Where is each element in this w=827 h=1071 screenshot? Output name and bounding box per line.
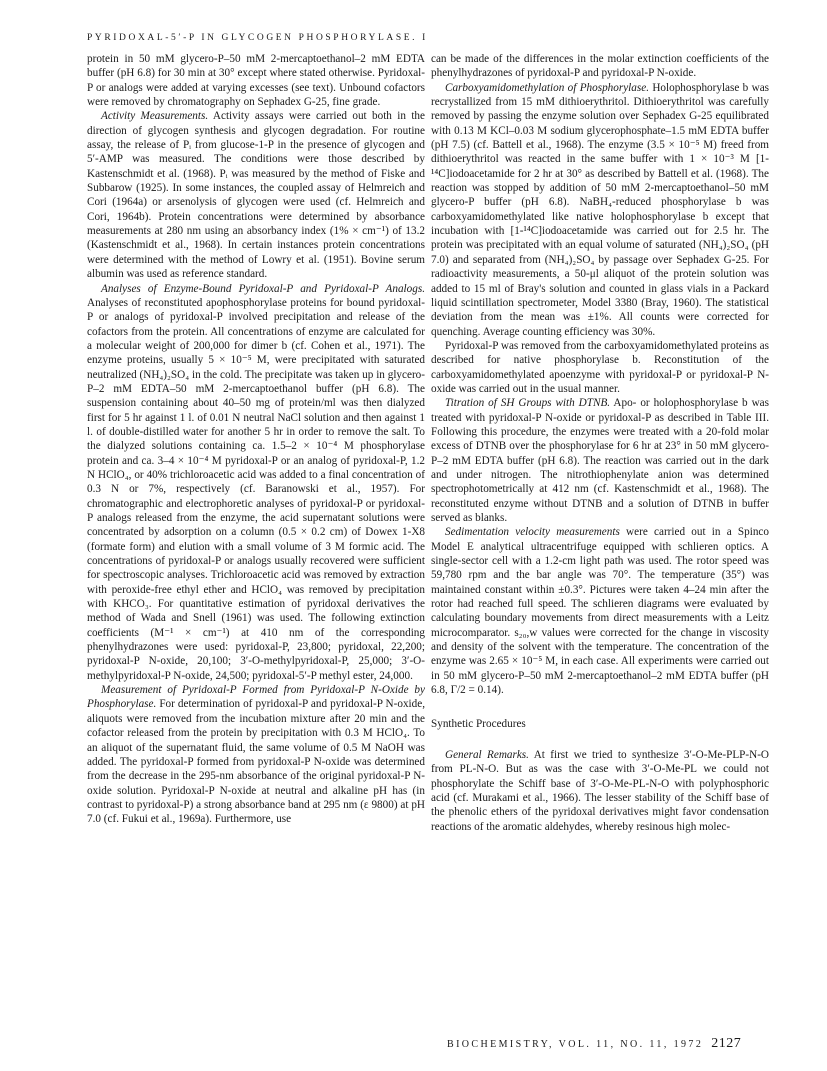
run-in-heading: Sedimentation velocity measurements xyxy=(445,526,620,539)
right-column xyxy=(431,52,769,834)
paragraph: Sedimentation velocity measurements were carried out in a Spinco Model E analytical ultracentrifuge equipped with schlieren optics. A single-sector cell with a 1.2-cm light path was used. The rotor speed was 59,780 rpm and the bar angle was 70°. The temperature (35°) was maintained constant within ±0.3°. Pictures were taken 4–24 min after the rotor had reached full speed. The schlieren diagrams were evaluated by calculating boundary movements from direct measurements with a Leitz microcomparator. s₂₀,w values were corrected for the change in viscosity and density of the solvent with the temperature. The concentration of the enzyme was 2.65 × 10⁻⁵ M, in each case. All experiments were carried out in 50 mM glycero-P–50 mM 2-mercaptoethanol–2 mM EDTA buffer (pH 6.8, Γ/2 = 0.14). xyxy=(431,526,769,697)
run-in-heading: Measurement of Pyridoxal-P Formed from Pyridoxal-P N-Oxide by Phosphorylase. xyxy=(87,684,425,711)
paragraph: protein in 50 mM glycero-P–50 mM 2-mercaptoethanol–2 mM EDTA buffer (pH 6.8) for 30 min at 30° except where stated otherwise. Pyridoxal-P or analogs were added at varying excesses (see text). Unbound cofactors were removed by chromatography on Sephadex G-25, fine grade. xyxy=(87,53,425,109)
paragraph: Pyridoxal-P was removed from the carboxyamidomethylated proteins as described for native phosphorylase b. Reconstitution of the carboxyamidomethylated apoenzyme with pyridoxal-P or pyridoxal-P N-oxide was carried out in the usual manner. xyxy=(431,339,769,395)
page-footer xyxy=(447,1036,741,1052)
section-heading: Synthetic Procedures xyxy=(431,718,526,731)
paragraph: Activity Measurements. Activity assays were carried out both in the direction of glycogen synthesis and glycogen degradation. For routine assay, the release of Pᵢ from glucose-1-P in the presence of glycogen and 5′-AMP was measured. The conditions were those described by Kastenschmidt et al. (1968). Pᵢ was measured by the method of Fiske and Subbarow (1925). In some instances, the coupled assay of Helmreich and Cori (1964a) or arsenolysis of glycogen were used (cf. Helmreich and Cori, 1964b). Protein concentrations were determined by absorbance measurements at 280 nm using an absorbancy index (1% × cm⁻¹) of 13.2 (Kastenschmidt et al., 1968). In certain instances protein concentrations were determined with the method of Lowry et al. (1951). Bovine serum albumin was used as reference standard. xyxy=(87,110,425,281)
page-number: 2127 xyxy=(711,1036,742,1051)
paragraph: Carboxyamidomethylation of Phosphorylase. Holophosphorylase b was recrystallized from 15 mM dithioerythritol. Dithioerythritol was carefully removed by passing the enzyme solution over Sephadex G-25 equilibrated with 0.13 M KCl–0.03 M sodium glycerophosphate–1.5 mM EDTA buffer (pH 7.5) (cf. Battell et al., 1968). The enzyme (3.5 × 10⁻⁵ M) freed from dithioerythritol was reacted in the same buffer with 1 × 10⁻³ M [1-¹⁴C]iodoacetamide for 2 hr at 30° as described by Battell et al. (1968). The reaction was stopped by addition of 50 mM 2-mercaptoethanol–50 mM glycero-P buffer (pH 6.8). NaBH₄-reduced phosphorylase b was carboxyamidomethylated like native holophosphorylase b except that incubation with [1-¹⁴C]iodoacetamide was carried out for 2.5 hr. The protein was precipitated with an equal volume of saturated (NH₄)₂SO₄ (pH 7.0) and separated from (NH₄)₂SO₄ by passage over Sephadex G-25. For radioactivity measurements, a 50-μl aliquot of the protein solution was added to 15 ml of Bray's solution and counted in glass vials in a Packard liquid scintillation spectrometer, Model 3380 (Bray, 1960). The statistical deviation from the mean was ±1%. All counts were corrected for quenching. Average counting efficiency was 30%. xyxy=(431,81,770,338)
run-in-heading: Carboxyamidomethylation of Phosphorylase. xyxy=(445,81,649,94)
left-column xyxy=(87,52,425,827)
paragraph: Measurement of Pyridoxal-P Formed from Pyridoxal-P N-Oxide by Phosphorylase. For determination of pyridoxal-P and pyridoxal-P N-oxide, aliquots were removed from the incubation mixture after 20 min and the cofactor released from the protein by precipitation with 0.3 M HClO₄. To an aliquot of the supernatant fluid, the same volume of 0.5 M NaOH was added. The pyridoxal-P formed from pyridoxal-P N-oxide was determined from the decrease in the 295-nm absorbance of the original pyridoxal-P N-oxide solution. Pyridoxal-P N-oxide at neutral and alkaline pH has (in contrast to pyridoxal-P) a strong absorbance band at 295 nm (ε 9800) at pH 7.0 (cf. Fukui et al., 1969a). Furthermore, use xyxy=(87,684,425,826)
running-head: PYRIDOXAL-5′-P IN GLYCOGEN PHOSPHORYLASE. I xyxy=(87,33,428,43)
run-in-heading: Analyses of Enzyme-Bound Pyridoxal-P and Pyridoxal-P Analogs. xyxy=(101,282,425,295)
paragraph: Analyses of Enzyme-Bound Pyridoxal-P and Pyridoxal-P Analogs. Analyses of reconstituted apophosphorylase proteins for bound pyridoxal-P or analogs of pyridoxal-P involved precipitation and release of the cofactors from the protein. All concentrations of enzyme are calculated for a molecular weight of 200,000 for dimer b (cf. Cohen et al., 1971). The enzyme proteins, usually 5 × 10⁻⁵ M, were precipitated with saturated neutralized (NH₄)₂SO₄ in the cold. The precipitate was taken up in glycero-P–2 mM EDTA–50 mM 2-mercaptoethanol buffer (pH 6.8). The suspension containing about 40–50 mg of protein/ml was then dialyzed first for 5 hr against 1 l. of 0.01 N neutral NaCl solution and then against 1 l. of double-distilled water for another 5 hr in order to remove the salt. To the dialyzed solutions containing ca. 1.5–2 × 10⁻⁴ M phosphorylase protein and ca. 3–4 × 10⁻⁴ M pyridoxal-P or an analog of pyridoxal-P, 1.2 N HClO₄, or 40% trichloroacetic acid was added to a final concentration of 0.3 N or 7%, respectively (cf. Baranowski et al., 1957). For chromatographic and electrophoretic analyses of pyridoxal-P or pyridoxal-P analogs released from the enzyme, the acid supernatant solutions were concentrated by adsorption on a column (0.5 × 0.2 cm) of Dowex 1-X8 (formate form) and elution with a small volume of 3 M formic acid. The concentrations of pyridoxal-P or analogs usually recovered were sufficient for spectroscopic analyses. Trichloroacetic acid was removed by extraction with peroxide-free ethyl ether and HClO₄ was removed by precipitation with KHCO₃. For quantitative estimation of pyridoxal derivatives the method of Wada and Snell (1961) was used. The following extinction coefficients (M⁻¹ × cm⁻¹) at 410 nm of the corresponding phenylhydrazones were used: pyridoxal-P, 23,800; pyridoxal, 22,200; pyridoxal-P N-oxide, 20,100; 3′-O-methylpyridoxal-P, 25,000; 3′-O-methylpyridoxal-P N-oxide, 24,500; pyridoxal-5′-P methyl ester, 24,000. xyxy=(87,282,425,682)
run-in-heading: General Remarks. xyxy=(445,748,529,761)
journal-citation: BIOCHEMISTRY, VOL. 11, NO. 11, 1972 xyxy=(447,1039,704,1050)
paragraph: General Remarks. At first we tried to synthesize 3′-O-Me-PLP-N-O from PL-N-O. But as was the case with 3′-O-Me-PL we could not phosphorylate the Schiff base of 3′-O-Me-PL-N-O with polyphosphoric acid (cf. Murakami et al., 1966). The lesser stability of the Schiff base of the phenolic ethers of the pyridoxal derivatives might favor condensation reactions of the aromatic aldehydes, whereby resinous high molec- xyxy=(431,748,769,833)
paragraph: Titration of SH Groups with DTNB. Apo- or holophosphorylase b was treated with pyridoxal-P N-oxide or pyridoxal-P as described in Table III. Following this procedure, the enzymes were treated with a 20-fold molar excess of DTNB over the phosphorylase for 6 hr at 23° in 50 mM glycero-P–2 mM EDTA buffer (pH 6.8). The reaction was carried out in the dark and under nitrogen. The nitrothiophenylate anion was determined spectrophotometrically at 412 nm (cf. Kastenschmidt et al., 1968). The reconstituted enzyme without DTNB and a solution of DTNB in buffer served as blanks. xyxy=(431,397,769,524)
run-in-heading: Activity Measurements. xyxy=(101,110,209,123)
run-in-heading: Titration of SH Groups with DTNB. xyxy=(445,397,611,410)
paragraph: can be made of the differences in the molar extinction coefficients of the phenylhydrazones of pyridoxal-P and pyridoxal-P N-oxide. xyxy=(431,53,769,80)
